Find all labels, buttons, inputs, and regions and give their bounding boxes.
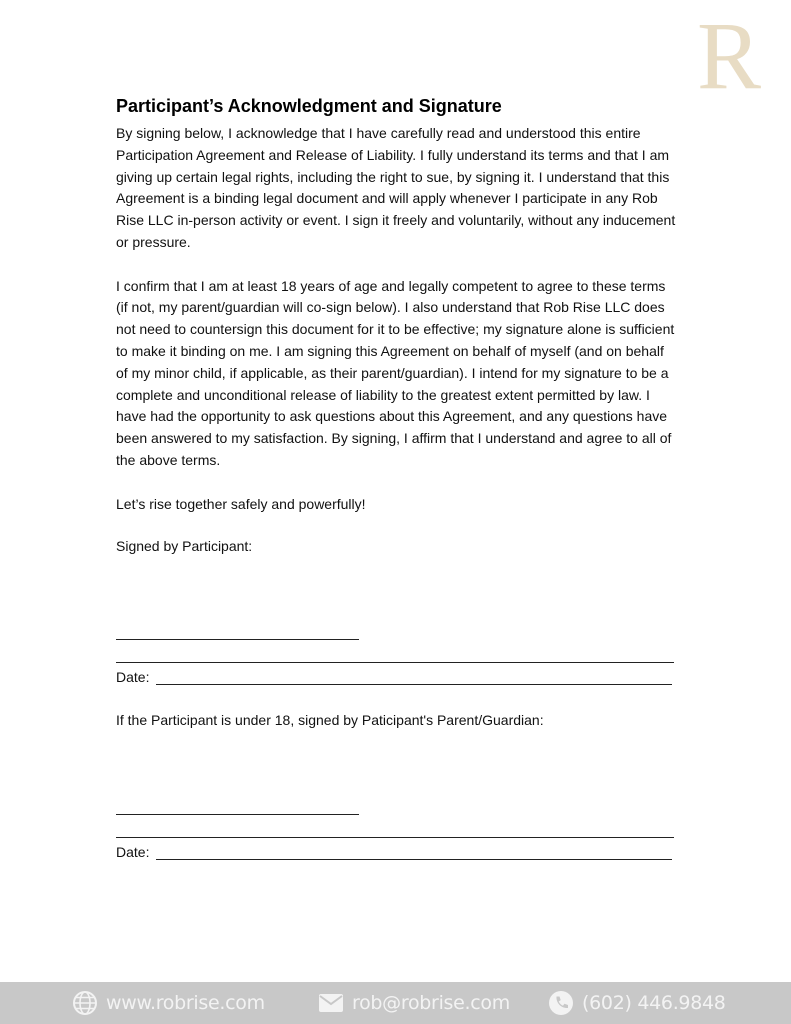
guardian-signature-line[interactable] [116, 814, 359, 815]
paragraph-closing: Let’s rise together safely and powerfully! [116, 495, 366, 512]
footer-email-text: rob@robrise.com [352, 992, 510, 1014]
paragraph-acknowledgment: By signing below, I acknowledge that I have carefully read and understood this entire Participation Agreement and Release of Liability. I fully understand its terms and that I am giving up certain legal rights, including the right to sue, by signing it. I understand that this Agreement is a binding legal document and will apply whenever I participate in any Rob Rise LLC in-person activity or event. I sign it freely and voluntarily, without any inducement or pressure. [116, 125, 676, 250]
participant-date-label: Date: [116, 669, 150, 685]
footer-phone [548, 990, 726, 1016]
contact-footer [0, 982, 791, 1024]
logo-letter: R [697, 10, 762, 92]
company-logo [695, 10, 775, 92]
guardian-date-label: Date: [116, 844, 150, 860]
page-title: Participant’s Acknowledgment and Signature [116, 96, 502, 116]
footer-email [318, 990, 510, 1016]
participant-date-line[interactable] [156, 684, 672, 685]
footer-phone-text: (602) 446.9848 [582, 992, 726, 1014]
guardian-name-line[interactable] [116, 837, 674, 838]
paragraph-confirmation: I confirm that I am at least 18 years of age and legally competent to agree to these terms (if not, my parent/guardian will co-sign below). I also understand that Rob Rise LLC does not need to countersign this document for it to be effective; my signature alone is sufficient to make it binding on me. I am signing this Agreement on behalf of myself (and on behalf of my minor child, if applicable, as their parent/guardian). I intend for my signature to be a complete and unconditional release of liability to the greatest extent permitted by law. I have had the opportunity to ask questions about this Agreement, and any questions have been answered to my satisfaction. By signing, I affirm that I understand and agree to all of the above terms. [116, 277, 675, 468]
guardian-date-line[interactable] [156, 859, 672, 860]
document-body [116, 95, 678, 515]
footer-website [72, 990, 265, 1016]
participant-signature-label: Signed by Participant: [116, 538, 253, 554]
participant-signature-line[interactable] [116, 639, 359, 640]
globe-icon [72, 990, 98, 1016]
participant-name-line[interactable] [116, 662, 674, 663]
guardian-signature-label: If the Participant is under 18, signed by Paticipant's Parent/Guardian: [116, 712, 544, 728]
footer-website-text: www.robrise.com [106, 992, 265, 1014]
phone-icon [548, 990, 574, 1016]
envelope-icon [318, 993, 344, 1013]
